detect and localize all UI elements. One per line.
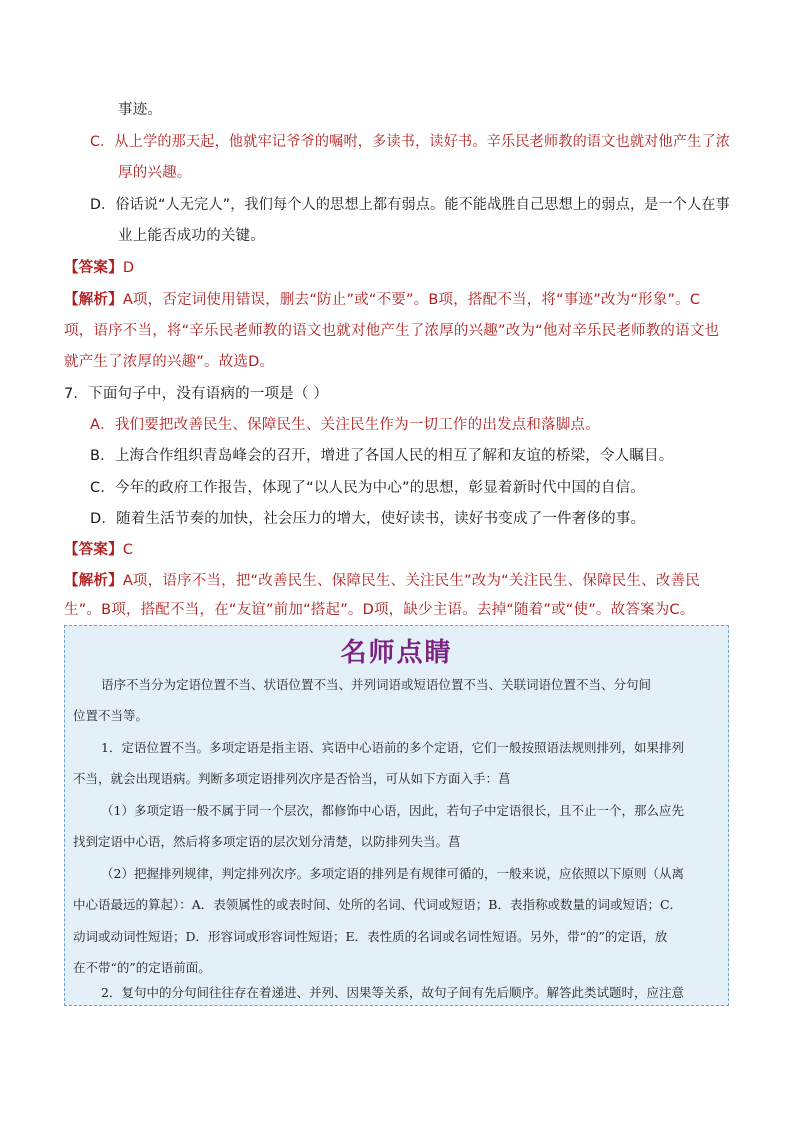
q7-option-a: A．我们要把改善民生、保障民生、关注民生作为一切工作的出发点和落脚点。 xyxy=(90,417,600,433)
q6-option-d-line1: D．俗话说“人无完人”，我们每个人的思想上都有弱点。能不能战胜自己思想上的弱点，是一个人在事 xyxy=(90,197,730,213)
analysis-text: A项，语序不当，把“改善民生、保障民生、关注民生”改为“关注民生、保障民生、改善民 xyxy=(122,573,700,589)
analysis-label: 【解析】 xyxy=(64,573,123,589)
answer-value: D xyxy=(122,260,135,276)
q6-option-c-line1: C．从上学的那天起，他就牢记爷爷的嘱咐，多读书，读好书。辛乐民老师教的语文也就对他产生了浓 xyxy=(90,134,731,150)
teacher-tip-box xyxy=(64,625,729,1006)
q7-option-c: C．今年的政府工作报告，体现了“以人民为中心”的思想，彰显着新时代中国的自信。 xyxy=(90,480,645,496)
q6-analysis-line2: 项，语序不当，将“辛乐民老师教的语文也就对他产生了浓厚的兴趣”改为“他对辛乐民老师教的语文也 xyxy=(64,323,720,339)
answer-label: 【答案】 xyxy=(64,260,123,276)
tip-paragraph-4-line2: 中心语最远的算起）：A．表领属性的或表时间、处所的名词、代词或短语；B．表指称或数量的词或短语；C． xyxy=(73,897,683,912)
tip-paragraph-1-line1: 语序不当分为定语位置不当、状语位置不当、并列词语或短语位置不当、关联词语位置不当、分句间 xyxy=(101,677,652,692)
tip-paragraph-5-line1: 2．复句中的分句间往往存在着递进、并列、因果等关系，故句子间有先后顺序。解答此类试题时，应注意 xyxy=(101,985,684,1000)
q7-option-b: B．上海合作组织青岛峰会的召开，增进了各国人民的相互了解和友谊的桥梁，令人瞩目。 xyxy=(90,448,674,464)
q7-stem: 7．下面句子中，没有语病的一项是（ ） xyxy=(64,386,329,402)
tip-paragraph-4-line4: 在不带“的”的定语前面。 xyxy=(73,960,211,975)
answer-value: C xyxy=(122,542,134,558)
tip-paragraph-1-line2: 位置不当等。 xyxy=(73,708,149,723)
answer-label: 【答案】 xyxy=(64,542,123,558)
tip-paragraph-3-line2: 找到定语中心语，然后将多项定语的层次划分清楚，以防排列失当。菖 xyxy=(73,834,461,849)
q6-analysis-line3: 就产生了浓厚的兴趣”。故选D。 xyxy=(64,354,275,370)
analysis-text: A项，否定词使用错误，删去“防止”或“不要”。B项，搭配不当，将“事迹”改为“形象”。C xyxy=(122,292,701,308)
q6-analysis-line1 xyxy=(64,290,700,310)
tip-box-title: 名师点睛 xyxy=(340,638,453,668)
analysis-label: 【解析】 xyxy=(64,292,123,308)
q6-option-c-line2: 厚的兴趣。 xyxy=(118,165,192,181)
q7-analysis-line2: 生”。B项，搭配不当，在“友谊”前加“搭起”。D项，缺少主语。去掉“随着”或“使”。故答案为C。 xyxy=(64,602,695,618)
tip-paragraph-2-line2: 不当，就会出现语病。判断多项定语排列次序是否恰当，可从如下方面入手：菖 xyxy=(73,771,511,786)
q6-answer xyxy=(64,258,134,278)
tip-paragraph-3-line1: （1）多项定语一般不属于同一个层次，都修饰中心语，因此，若句子中定语很长，且不止一个，那么应先 xyxy=(101,803,684,818)
q7-analysis-line1 xyxy=(64,571,700,591)
q7-answer xyxy=(64,540,133,560)
q7-option-d: D．随着生活节奏的加快，社会压力的增大，使好读书，读好书变成了一件奢侈的事。 xyxy=(90,511,646,527)
tip-paragraph-4-line1: （2）把握排列规律，判定排列次序。多项定语的排列是有规律可循的，一般来说，应依照以下原则（从离 xyxy=(101,866,684,881)
q6-option-d-line2: 业上能否成功的关键。 xyxy=(118,228,265,244)
tip-paragraph-2-line1: 1．定语位置不当。多项定语是指主语、宾语中心语前的多个定语，它们一般按照语法规则排列，如果排列 xyxy=(101,740,684,755)
tip-paragraph-4-line3: 动词或动词性短语；D．形容词或形容词性短语；E．表性质的名词或名词性短语。另外，带“的”的定语，放 xyxy=(73,929,668,944)
q6-option-b-continuation: 事迹。 xyxy=(118,102,163,118)
